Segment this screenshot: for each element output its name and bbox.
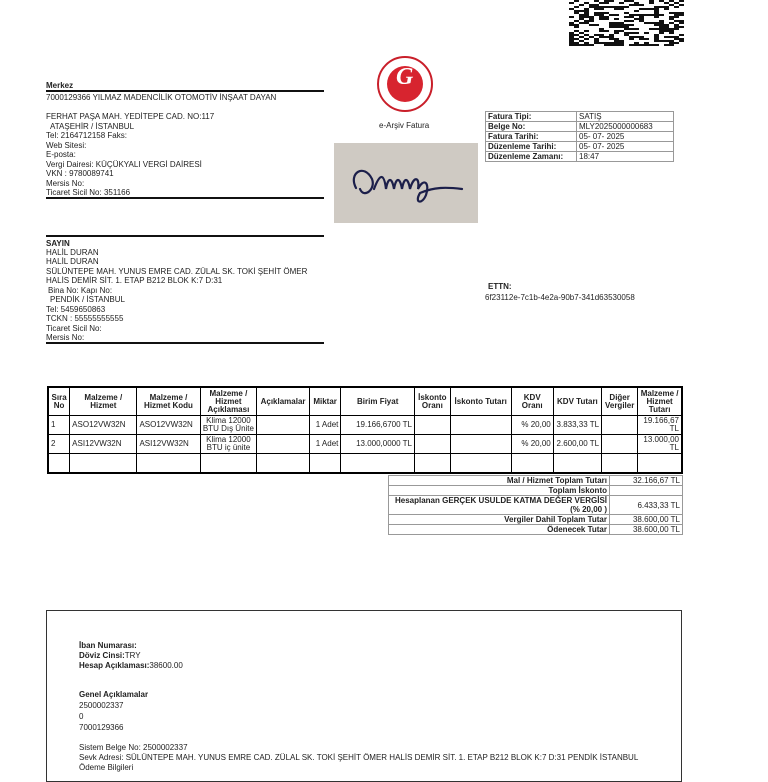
seller-bottom-rule [46,197,324,199]
seller-mersis: Mersis No: [46,179,85,188]
tax-incl-total-label: Vergiler Dahil Toplam Tutar [389,515,610,525]
goods-total-label: Mal / Hizmet Toplam Tutarı [389,476,610,486]
table-cell [511,454,553,474]
seller-tel: Tel: 2164712158 Faks: [46,131,127,140]
col-header: İskonto Tutarı [450,387,511,416]
table-cell: 19.166,67 TL [638,416,682,435]
col-header: KDV Oranı [511,387,553,416]
currency-line: Döviz Cinsi:TRY [79,651,141,660]
table-cell [638,454,682,474]
account-description-line: Hesap Açıklaması:38600.00 [79,661,183,670]
buyer-address-2: HALİS DEMİR SİT. 1. ETAP B212 BLOK K:7 D:31 [46,276,223,285]
seller-tax-office: Vergi Dairesi: KÜÇÜKYALI VERGİ DAİRESİ [46,160,202,169]
general-note-line: 2500002337 [79,701,124,710]
seller-top-rule [46,90,324,92]
col-header: Sıra No [48,387,70,416]
col-header: KDV Tutarı [553,387,601,416]
iban-label: İban Numarası: [79,641,137,650]
vat-label: Hesaplanan GERÇEK USULDE KATMA DEĞER VERGİSİ (% 20,00 ) [389,496,610,515]
table-cell [257,454,310,474]
payable-total-value: 38.600,00 TL [610,525,683,535]
seller-name: 7000129366 YILMAZ MADENCİLİK OTOMOTİV İNŞAAT DAYAN [46,93,277,102]
notes-box [46,610,682,782]
table-cell: 2 [48,435,70,454]
invoice-date-value: 05- 07- 2025 [577,132,674,142]
buyer-trade-reg: Ticaret Sicil No: [46,324,102,333]
table-cell [200,454,257,474]
table-row-empty [48,454,682,474]
gib-logo: G [377,56,433,112]
table-cell: 2.600,00 TL [553,435,601,454]
table-cell: ASO12VW32N [70,416,137,435]
col-header: Açıklamalar [257,387,310,416]
table-cell [48,454,70,474]
table-cell: ASI12VW32N [70,435,137,454]
shipping-address: Sevk Adresi: SÜLÜNTEPE MAH. YUNUS EMRE CAD. ZÜLAL SK. TOKİ ŞEHİT ÖMER HALİS DEMİR SİT. 1. ETAP B212 BLOK K:7 D:31 PENDİK İSTANBUL [79,753,639,762]
table-cell [553,454,601,474]
col-header: Malzeme / Hizmet Tutarı [638,387,682,416]
buyer-tckn: TCKN : 55555555555 [46,314,124,323]
seller-web: Web Sitesi: [46,141,87,150]
payable-total-label: Ödenecek Tutar [389,525,610,535]
col-header: İskonto Oranı [414,387,450,416]
table-cell [70,454,137,474]
table-cell: 19.166,6700 TL [341,416,415,435]
col-header: Birim Fiyat [341,387,415,416]
qr-code-icon [569,0,684,46]
table-cell: 1 Adet [309,416,341,435]
issue-date-value: 05- 07- 2025 [577,142,674,152]
table-cell: ASI12VW32N [137,435,200,454]
e-arsiv-caption: e-Arşiv Fatura [379,121,430,130]
items-header-row [48,387,682,416]
issue-date-label: Düzenleme Tarihi: [486,142,577,152]
invoice-info-table [485,111,674,162]
seller-email: E-posta: [46,150,76,159]
col-header: Diğer Vergiler [602,387,638,416]
invoice-date-label: Fatura Tarihi: [486,132,577,142]
table-cell: 3.833,33 TL [553,416,601,435]
col-header: Malzeme / Hizmet [70,387,137,416]
table-cell [257,435,310,454]
col-header: Miktar [309,387,341,416]
table-cell [450,435,511,454]
discount-total-value [610,486,683,496]
totals-table [388,475,683,535]
system-document-no: Sistem Belge No: 2500002337 [79,743,188,752]
buyer-bottom-rule [46,342,324,344]
table-cell: 1 Adet [309,435,341,454]
items-table [47,386,683,474]
buyer-city: PENDİK / İSTANBUL [50,295,125,304]
table-cell: Klima 12000 BTU Dış Ünite [200,416,257,435]
seller-vkn: VKN : 9780089741 [46,169,114,178]
issue-time-label: Düzenleme Zamanı: [486,152,577,162]
seller-city: ATAŞEHİR / İSTANBUL [50,122,135,131]
col-header: Malzeme / Hizmet Açıklaması [200,387,257,416]
buyer-building: Bina No: Kapı No: [48,286,113,295]
document-no-value: MLY2025000000683 [577,122,674,132]
ettn-label: ETTN: [488,282,512,291]
table-cell [602,416,638,435]
seller-street: FERHAT PAŞA MAH. YEDİTEPE CAD. NO:117 [46,112,215,121]
buyer-mersis: Mersis No: [46,333,85,342]
document-no-label: Belge No: [486,122,577,132]
table-cell [257,416,310,435]
table-cell [450,416,511,435]
ettn-value: 6f23112e-7c1b-4e2a-90b7-341d63530058 [485,293,635,302]
buyer-top-rule [46,235,324,237]
invoice-type-label: Fatura Tipi: [486,112,577,122]
table-cell: 13.000,00 TL [638,435,682,454]
table-cell: Klima 12000 BTU iç ünite [200,435,257,454]
table-cell [602,454,638,474]
tax-incl-total-value: 38.600,00 TL [610,515,683,525]
table-cell [414,416,450,435]
seller-trade-reg: Ticaret Sicil No: 351166 [46,188,131,197]
table-cell: ASO12VW32N [137,416,200,435]
table-cell [137,454,200,474]
invoice-type-value: SATIŞ [577,112,674,122]
table-cell: % 20,00 [511,435,553,454]
table-row [48,435,682,454]
signature-image [334,143,478,223]
payment-info: Ödeme Bilgileri [79,763,134,772]
table-cell [450,454,511,474]
discount-total-label: Toplam İskonto [389,486,610,496]
table-cell [602,435,638,454]
table-cell: % 20,00 [511,416,553,435]
buyer-name-2: HALİL DURAN [46,257,99,266]
table-row [48,416,682,435]
table-cell [341,454,415,474]
table-cell: 1 [48,416,70,435]
general-note-line: 7000129366 [79,723,124,732]
table-cell [414,435,450,454]
col-header: Malzeme / Hizmet Kodu [137,387,200,416]
buyer-name: HALİL DURAN [46,248,99,257]
buyer-tel: Tel: 5459650863 [46,305,106,314]
general-notes-heading: Genel Açıklamalar [79,690,149,699]
buyer-address-1: SÜLÜNTEPE MAH. YUNUS EMRE CAD. ZÜLAL SK. TOKİ ŞEHİT ÖMER [46,267,308,276]
table-cell: 13.000,0000 TL [341,435,415,454]
vat-value: 6.433,33 TL [610,496,683,515]
seller-heading: Merkez [46,81,74,90]
buyer-heading: SAYIN [46,239,70,248]
goods-total-value: 32.166,67 TL [610,476,683,486]
table-cell [414,454,450,474]
issue-time-value: 18:47 [577,152,674,162]
general-note-line: 0 [79,712,84,721]
table-cell [309,454,341,474]
